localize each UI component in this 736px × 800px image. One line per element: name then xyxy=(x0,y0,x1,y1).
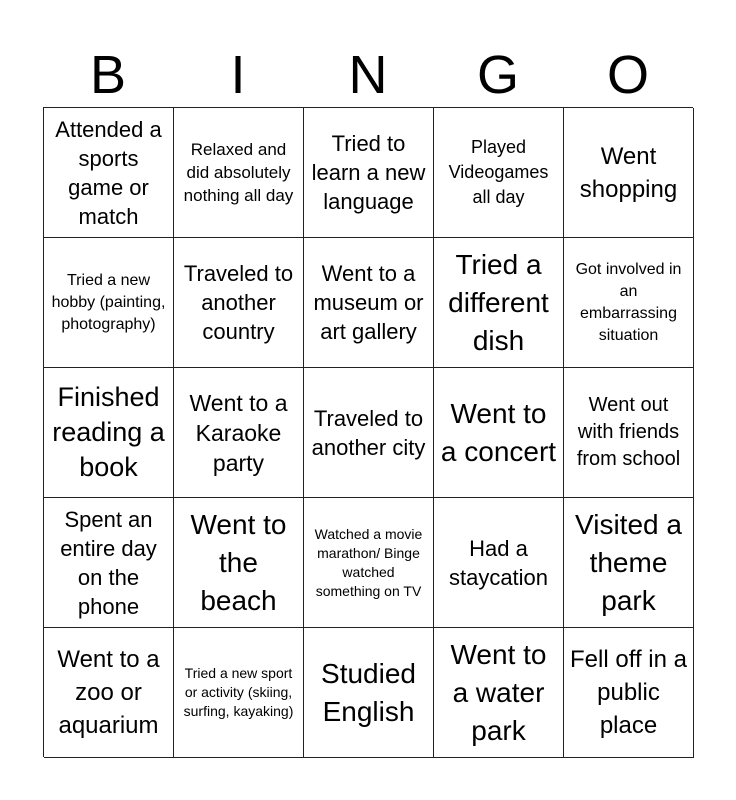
bingo-cell-r2-c2[interactable] xyxy=(174,238,304,368)
cell-text: Tried a new hobby (painting, photography) xyxy=(51,271,166,333)
bingo-cell-r5-c5[interactable] xyxy=(564,628,694,758)
cell-text: Finished reading a book xyxy=(52,382,165,482)
cell-text: Spent an entire day on the phone xyxy=(60,506,157,619)
cell-text: Got involved in an embarrassing situation xyxy=(575,260,682,344)
bingo-cell-r2-c1[interactable] xyxy=(44,238,174,368)
bingo-cell-r5-c1[interactable] xyxy=(44,628,174,758)
cell-text: Tried to learn a new language xyxy=(311,131,426,214)
cell-text: Visited a theme park xyxy=(575,508,682,616)
cell-text: Traveled to another city xyxy=(311,405,426,460)
cell-text: Watched a movie marathon/ Binge watched something on TV xyxy=(314,525,423,599)
bingo-cell-r2-c3[interactable] xyxy=(304,238,434,368)
bingo-cell-r4-c5[interactable] xyxy=(564,498,694,628)
bingo-cell-r4-c3[interactable] xyxy=(304,498,434,628)
bingo-cell-r3-c2[interactable] xyxy=(174,368,304,498)
bingo-cell-r5-c3[interactable] xyxy=(304,628,434,758)
cell-text: Went to the beach xyxy=(190,508,287,616)
bingo-cell-r5-c2[interactable] xyxy=(174,628,304,758)
cell-text: Went to a water park xyxy=(450,638,547,746)
bingo-cell-r3-c5[interactable] xyxy=(564,368,694,498)
bingo-cell-r4-c1[interactable] xyxy=(44,498,174,628)
cell-text: Went to a zoo or aquarium xyxy=(57,646,160,739)
bingo-cell-r1-c5[interactable] xyxy=(564,108,694,238)
cell-text: Fell off in a public place xyxy=(570,646,687,739)
bingo-cell-r4-c4[interactable] xyxy=(434,498,564,628)
cell-text: Went shopping xyxy=(579,142,678,203)
bingo-header xyxy=(43,42,693,108)
cell-text: Traveled to another country xyxy=(183,261,294,344)
bingo-cell-r4-c2[interactable] xyxy=(174,498,304,628)
cell-text: Played Videogames all day xyxy=(448,137,549,207)
cell-text: Relaxed and did absolutely nothing all day xyxy=(183,140,294,205)
bingo-cell-r3-c3[interactable] xyxy=(304,368,434,498)
bingo-cell-r1-c4[interactable] xyxy=(434,108,564,238)
cell-text: Went to a Karaoke party xyxy=(189,389,288,476)
header-letter-i: I xyxy=(230,45,246,105)
bingo-cell-r5-c4[interactable] xyxy=(434,628,564,758)
cell-text: Went out with friends from school xyxy=(576,394,681,470)
bingo-cell-r2-c5[interactable] xyxy=(564,238,694,368)
bingo-cell-r1-c3[interactable] xyxy=(304,108,434,238)
bingo-cell-r1-c2[interactable] xyxy=(174,108,304,238)
cell-text: Attended a sports game or match xyxy=(55,116,162,229)
bingo-cell-r2-c4[interactable] xyxy=(434,238,564,368)
cell-text: Tried a new sport or activity (skiing, surfing, kayaking) xyxy=(183,665,294,719)
header-letter-o: O xyxy=(606,45,649,105)
bingo-cell-r3-c4[interactable] xyxy=(434,368,564,498)
bingo-cell-r3-c1[interactable] xyxy=(44,368,174,498)
cell-text: Studied English xyxy=(321,657,416,727)
cell-text: Went to a concert xyxy=(440,397,557,467)
header-letter-n: N xyxy=(348,45,388,105)
bingo-cell-r1-c1[interactable] xyxy=(44,108,174,238)
cell-text: Had a staycation xyxy=(448,535,549,590)
cell-text: Went to a museum or art gallery xyxy=(313,261,424,344)
header-letter-b: B xyxy=(89,45,127,105)
header-letter-g: G xyxy=(476,45,519,105)
bingo-card xyxy=(43,107,693,757)
cell-text: Tried a different dish xyxy=(448,248,549,356)
